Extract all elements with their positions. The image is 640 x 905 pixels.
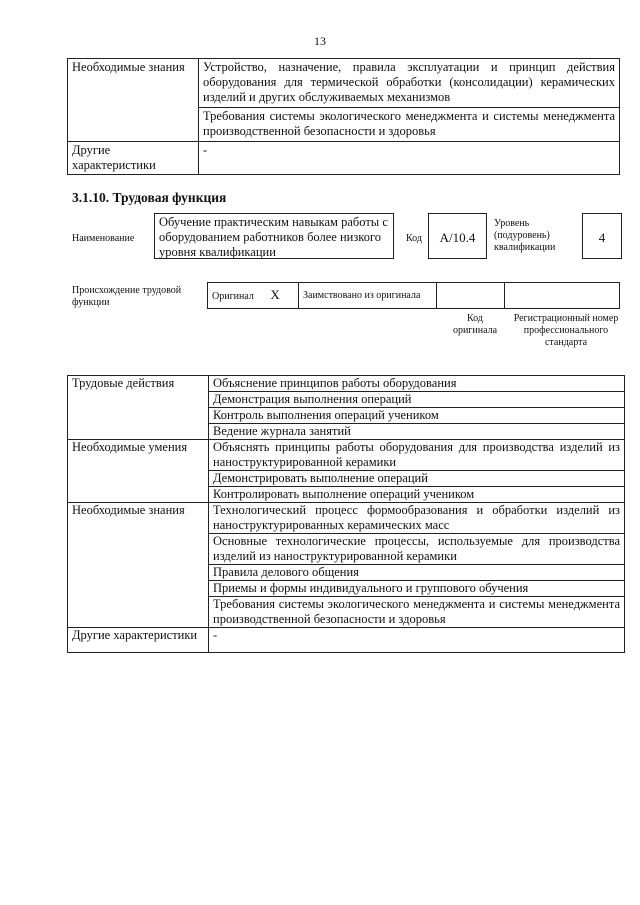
- row-label: Другие характеристики: [68, 142, 199, 175]
- code-origin-caption: Код оригинала: [452, 313, 498, 336]
- origin-table: [207, 282, 620, 309]
- level-label: Уровень (подуровень) квалификации: [494, 218, 556, 253]
- table-row: [68, 376, 625, 392]
- table-cell: Объяснение принципов работы оборудования: [209, 376, 625, 392]
- code-label: Код: [406, 233, 422, 244]
- table-cell: -: [209, 628, 625, 653]
- section-title: 3.1.10. Трудовая функция: [72, 190, 227, 205]
- table-cell: Демонстрация выполнения операций: [209, 392, 625, 408]
- table-cell: Основные технологические процессы, используемые для производства изделий из наноструктурированной керамики: [209, 534, 625, 565]
- row-label: Необходимые знания: [68, 503, 209, 628]
- origin-code-cell: [437, 283, 505, 309]
- table-row: [68, 503, 625, 534]
- function-details-table: [67, 375, 625, 653]
- table-row: [208, 283, 620, 309]
- table-cell: Устройство, назначение, правила эксплуатации и принцип действия оборудования для термической обработки (консолидации) керамических изделий и других обслуживаемых механизмов: [199, 59, 620, 108]
- row-label: Необходимые знания: [68, 59, 199, 142]
- table-cell: Правила делового общения: [209, 565, 625, 581]
- function-code-box: A/10.4: [428, 213, 487, 259]
- table-row: [68, 59, 620, 108]
- knowledge-table-top: [67, 58, 620, 175]
- origin-reg-cell: [505, 283, 620, 309]
- table-row: [68, 628, 625, 653]
- table-cell: Требования системы экологического менеджмента и системы менеджмента производственной безопасности и здоровья: [199, 108, 620, 142]
- table-cell: Контроль выполнения операций учеником: [209, 408, 625, 424]
- table-cell: Ведение журнала занятий: [209, 424, 625, 440]
- page-number: 13: [314, 34, 326, 48]
- table-cell: -: [199, 142, 620, 175]
- borrowed-label: Заимствовано из оригинала: [299, 283, 437, 309]
- row-label: Трудовые действия: [68, 376, 209, 440]
- original-cell: [208, 283, 299, 309]
- reg-number-caption: Регистрационный номер профессионального стандарта: [513, 313, 619, 348]
- original-label: Оригинал: [212, 291, 254, 302]
- table-cell: Приемы и формы индивидуального и группового обучения: [209, 581, 625, 597]
- original-mark: X: [270, 287, 280, 302]
- origin-label: Происхождение трудовой функции: [72, 285, 182, 308]
- function-level-box: 4: [582, 213, 622, 259]
- table-row: [68, 142, 620, 175]
- row-label: Другие характеристики: [68, 628, 209, 653]
- function-name-box: Обучение практическим навыкам работы с оборудованием работников более низкого уровня квалификации: [154, 213, 394, 259]
- table-cell: Требования системы экологического менеджмента и системы менеджмента производственной безопасности и здоровья: [209, 597, 625, 628]
- table-cell: Объяснять принципы работы оборудования для производства изделий из наноструктурированной керамики: [209, 440, 625, 471]
- table-row: [68, 440, 625, 471]
- table-cell: Технологический процесс формообразования и обработки изделий из наноструктурированных керамических масс: [209, 503, 625, 534]
- name-label: Наименование: [72, 233, 135, 244]
- table-cell: Контролировать выполнение операций учеником: [209, 487, 625, 503]
- table-cell: Демонстрировать выполнение операций: [209, 471, 625, 487]
- row-label: Необходимые умения: [68, 440, 209, 503]
